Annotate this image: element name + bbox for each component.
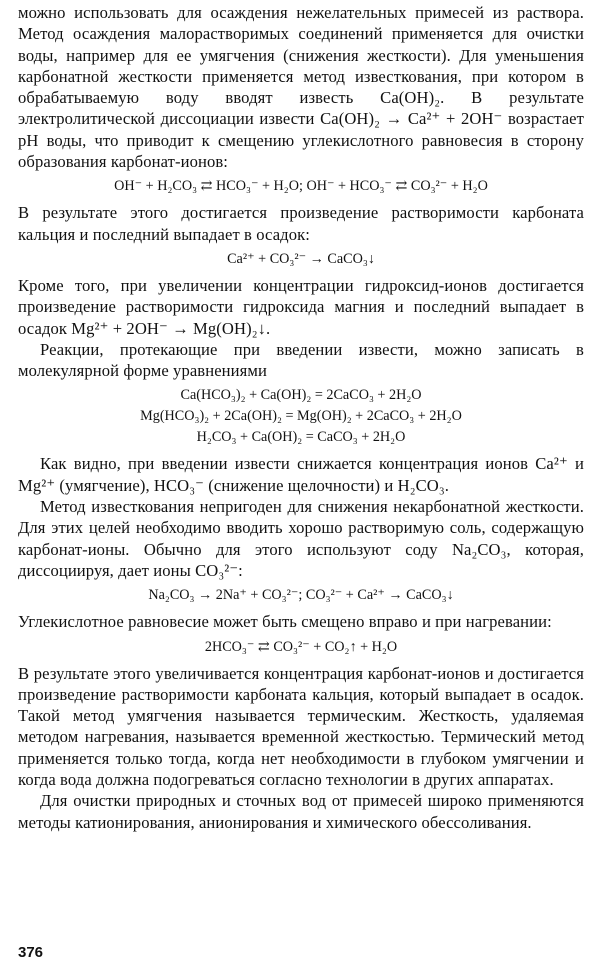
paragraph-soda-method: Метод известкования непригоден для снижения некарбонатной жесткости. Для этих целей необходимо вводить хорошо растворимую соль, содержащую карбонат-ионы. Обычно для этого используют соду Na₂CO₃, которая, диссоциируя, дает ионы CO₃²⁻: (18, 497, 584, 580)
paragraph-magnesium-hydroxide: Кроме того, при увеличении концентрации гидроксид-ионов достигается произведение растворимости гидроксида магния и последний выпадает в осадок Mg²⁺ + 2OH⁻ → Mg(OH)₂↓. (18, 275, 584, 338)
equation-calcium-precipitation: Ca²⁺ + CO₃²⁻ → CaCO₃↓ (227, 250, 375, 267)
equation-carbonate-equilibrium: OH⁻ + H₂CO₃ ⇄ HCO₃⁻ + H₂O; OH⁻ + HCO₃⁻ ⇄ CO₃²⁻ + H₂O (114, 178, 488, 195)
page-number: 376 (18, 944, 44, 961)
paragraph-calcium-carbonate: В результате этого достигается произведение растворимости карбоната кальция и последний выпадает в осадок: (18, 203, 584, 244)
equation-calcium-bicarbonate: Ca(HCO₃)₂ + Ca(OH)₂ = 2CaCO₃ + 2H₂O (180, 387, 422, 404)
paragraph-ion-exchange: Для очистки природных и сточных вод от примесей широко применяются методы катионирования, анионирования и химического обессоливания. (18, 791, 584, 832)
equation-soda-dissociation: Na₂CO₃ → 2Na⁺ + CO₃²⁻; CO₃²⁻ + Ca²⁺ → CaCO₃↓ (148, 587, 454, 604)
paragraph-liming-intro: можно использовать для осаждения нежелательных примесей из раствора. Метод осаждения малорастворимых соединений применяется для очистки воды, например для ее умягчения (снижения жесткости). Для уменьшения карбонатной жесткости применяется метод известкования, при котором в обрабатываемую воду вводят известь Ca(OH)₂. В результате электролитической диссоциации извести Ca(OH)₂ → Ca²⁺ + 2OH⁻ возрастает pH воды, что приводит к смещению углекислотного равновесия в сторону образования карбонат-ионов: (18, 3, 584, 172)
paragraph-concentration-decrease: Как видно, при введении извести снижается концентрация ионов Ca²⁺ и Mg²⁺ (умягчение), HCO₃⁻ (снижение щелочности) и H₂CO₃. (18, 454, 584, 495)
paragraph-heating: Углекислотное равновесие может быть смещено вправо и при нагревании: (18, 612, 552, 632)
paragraph-thermal-method: В результате этого увеличивается концентрация карбонат-ионов и достигается произведение растворимости карбоната кальция, который выпадает в осадок. Такой метод умягчения называется термическим. Жесткость, удаляемая методом нагревания, называется временной жесткостью. Термический метод применяется только тогда, когда нет необходимости в глубоком умягчении и когда вода должна подогреваться согласно технологии в других аппаратах. (18, 663, 584, 790)
equation-bicarbonate-decomposition: 2HCO₃⁻ ⇄ CO₃²⁻ + CO₂↑ + H₂O (204, 638, 398, 655)
equation-carbonic-acid: H₂CO₃ + Ca(OH)₂ = CaCO₃ + 2H₂O (196, 429, 406, 446)
equation-magnesium-bicarbonate: Mg(HCO₃)₂ + 2Ca(OH)₂ = Mg(OH)₂ + 2CaCO₃ + 2H₂O (140, 408, 462, 425)
paragraph-molecular-form: Реакции, протекающие при введении извести, можно записать в молекулярной форме уравнениями (18, 339, 584, 381)
